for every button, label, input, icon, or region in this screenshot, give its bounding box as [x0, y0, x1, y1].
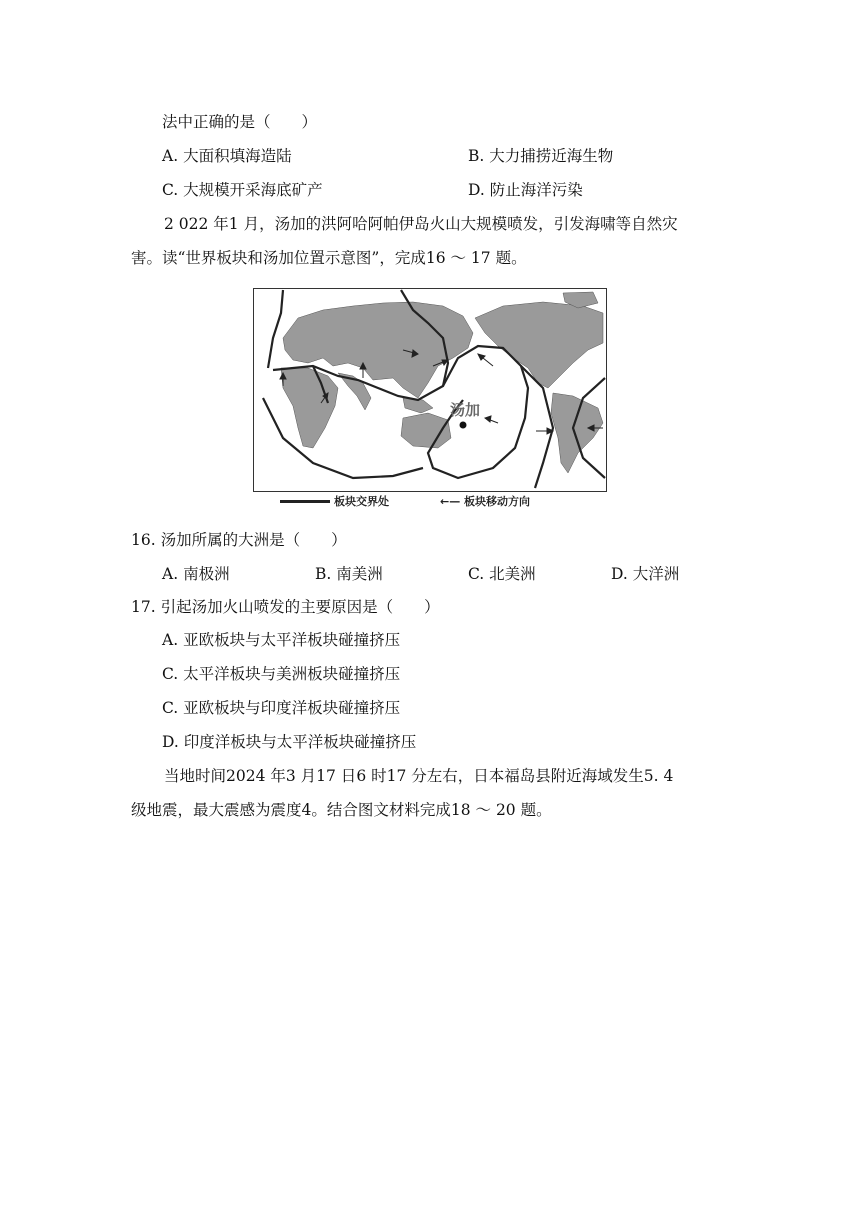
q17-option-c[interactable]: [162, 698, 400, 718]
option-text: 大面积填海造陆: [183, 147, 292, 165]
q16-option-a[interactable]: [162, 564, 230, 584]
q15-option-c[interactable]: [162, 180, 323, 200]
option-text: 大力捕捞近海生物: [489, 147, 614, 165]
q15-option-b[interactable]: [468, 146, 613, 166]
q15-option-d[interactable]: [468, 180, 583, 200]
option-text: 北美洲: [489, 565, 536, 583]
legend-movement-label: 板块移动方向: [464, 495, 530, 508]
option-letter: D.: [611, 565, 628, 583]
plate-map-figure: [253, 288, 607, 492]
option-letter: A.: [162, 565, 179, 583]
option-letter: C.: [162, 181, 179, 199]
q17-option-d[interactable]: [162, 732, 416, 752]
tonga-marker: [460, 422, 467, 429]
q17-option-b[interactable]: [162, 664, 400, 684]
passage2-line1: 当地时间2024 年3 月17 日6 时17 分左右，日本福岛县附近海域发生5. 4: [164, 767, 674, 785]
option-text: 南美洲: [336, 565, 383, 583]
map-legend: [280, 492, 580, 510]
option-text: 太平洋板块与美洲板块碰撞挤压: [183, 665, 401, 683]
q16-option-b[interactable]: [315, 564, 383, 584]
option-text: 防止海洋污染: [489, 181, 583, 199]
q17-stem: 17. 引起汤加火山喷发的主要原因是（ ）: [131, 598, 440, 616]
option-text: 印度洋板块与太平洋板块碰撞挤压: [183, 733, 417, 751]
passage1-line2: 害。读“世界板块和汤加位置示意图”，完成16 ～ 17 题。: [131, 249, 527, 267]
option-letter: D.: [162, 733, 179, 751]
q17-option-a[interactable]: [162, 630, 400, 650]
option-letter: C.: [468, 565, 485, 583]
option-text: 大规模开采海底矿产: [183, 181, 323, 199]
option-letter: A.: [162, 631, 179, 649]
q16-option-d[interactable]: [611, 564, 679, 584]
passage2-line2: 级地震，最大震感为震度4。结合图文材料完成18 ～ 20 题。: [131, 801, 552, 819]
legend-boundary-label: 板块交界处: [334, 495, 389, 508]
option-letter: C.: [162, 665, 179, 683]
option-text: 大洋洲: [632, 565, 680, 583]
q16-option-c[interactable]: [468, 564, 536, 584]
option-letter: C.: [162, 699, 179, 717]
tonga-label: 汤加: [450, 401, 481, 419]
option-letter: A.: [162, 147, 179, 165]
passage1-line1: 2 022 年1 月，汤加的洪阿哈阿帕伊岛火山大规模喷发，引发海啸等自然灾: [164, 215, 678, 233]
option-text: 亚欧板块与印度洋板块碰撞挤压: [183, 699, 401, 717]
option-letter: D.: [468, 181, 485, 199]
option-letter: B.: [315, 565, 332, 583]
q15-option-a[interactable]: [162, 146, 292, 166]
legend-boundary-line: [280, 500, 330, 503]
option-letter: B.: [468, 147, 485, 165]
legend-arrow-icon: ←—: [440, 495, 461, 508]
q16-stem: 16. 汤加所属的大洲是（ ）: [131, 531, 347, 549]
option-text: 南极洲: [183, 565, 230, 583]
world-plate-map: [253, 288, 607, 492]
option-text: 亚欧板块与太平洋板块碰撞挤压: [183, 631, 401, 649]
q15-stem: 法中正确的是（ ）: [162, 113, 318, 131]
